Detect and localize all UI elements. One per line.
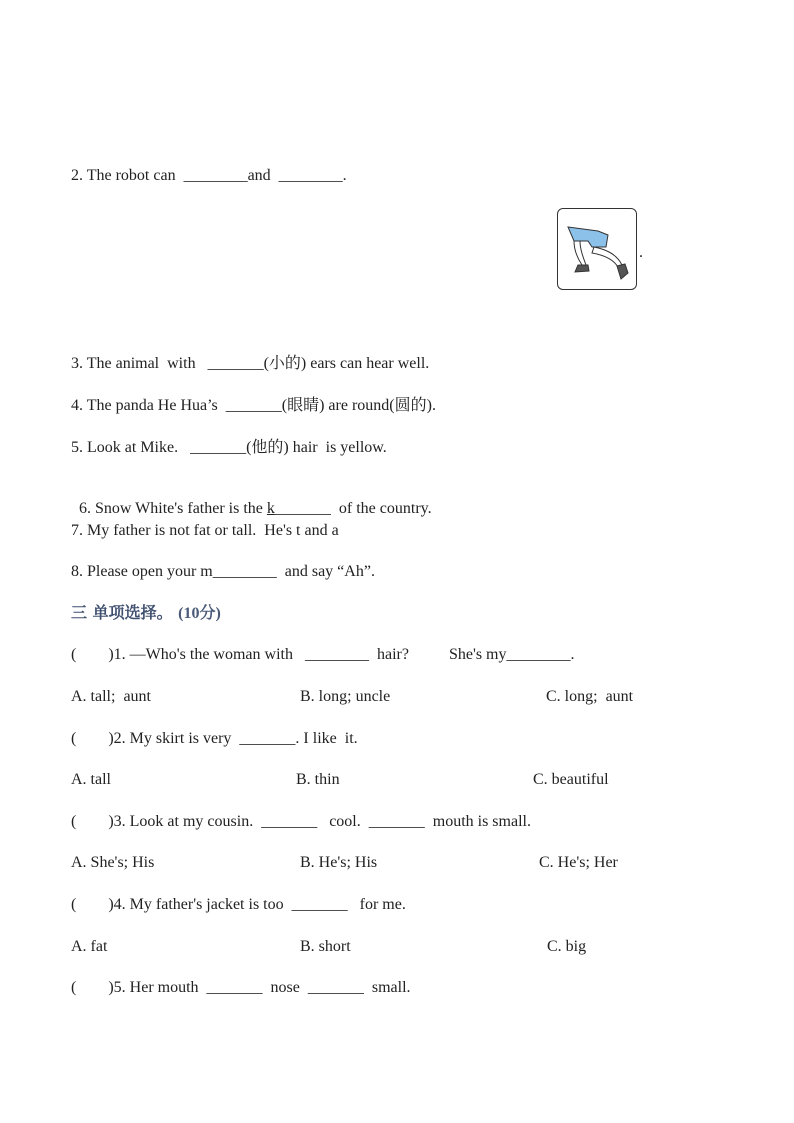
question-4: 4. The panda He Hua’s _______(眼睛) are round(圆的).	[71, 397, 436, 414]
mc-question-1: ( )1. —Who's the woman with ________ hair? She's my________.	[71, 646, 575, 663]
mc-1-option-a: A. tall; aunt	[71, 688, 151, 705]
mc-question-2: ( )2. My skirt is very _______. I like it.	[71, 730, 358, 747]
mc-4-option-a: A. fat	[71, 938, 108, 955]
question-8: 8. Please open your m________ and say “Ah”.	[71, 563, 375, 580]
mc-4-option-b: B. short	[300, 938, 351, 955]
question-3: 3. The animal with _______(小的) ears can hear well.	[71, 355, 430, 372]
running-legs-picture	[557, 208, 637, 290]
question-6-rest: _______ of the country.	[274, 500, 432, 517]
picture-period: .	[639, 244, 643, 261]
mc-question-3: ( )3. Look at my cousin. _______ cool. _______ mouth is small.	[71, 813, 531, 830]
question-6-text: 6. Snow White's father is the	[79, 500, 267, 517]
section-heading	[71, 602, 221, 625]
question-7: 7. My father is not fat or tall. He's t and a	[71, 522, 339, 539]
question-6	[71, 479, 432, 519]
mc-3-option-c: C. He's; Her	[539, 854, 618, 871]
question-5: 5. Look at Mike. _______(他的) hair is yellow.	[71, 439, 387, 456]
mc-question-5: ( )5. Her mouth _______ nose _______ small.	[71, 979, 411, 996]
section-score: (10分)	[178, 605, 221, 622]
mc-2-option-b: B. thin	[296, 771, 340, 788]
mc-3-option-a: A. She's; His	[71, 854, 155, 871]
mc-1-option-c: C. long; aunt	[546, 688, 634, 705]
question-2: 2. The robot can ________and ________.	[71, 167, 347, 184]
question-6-hint-letter: k	[266, 500, 275, 517]
mc-2-option-a: A. tall	[71, 771, 111, 788]
mc-1-option-b: B. long; uncle	[300, 688, 391, 705]
mc-4-option-c: C. big	[547, 938, 587, 955]
mc-2-option-c: C. beautiful	[533, 771, 609, 788]
mc-question-4: ( )4. My father's jacket is too _______ for me.	[71, 896, 406, 913]
section-title: 三 单项选择。	[71, 603, 173, 622]
mc-3-option-b: B. He's; His	[300, 854, 378, 871]
